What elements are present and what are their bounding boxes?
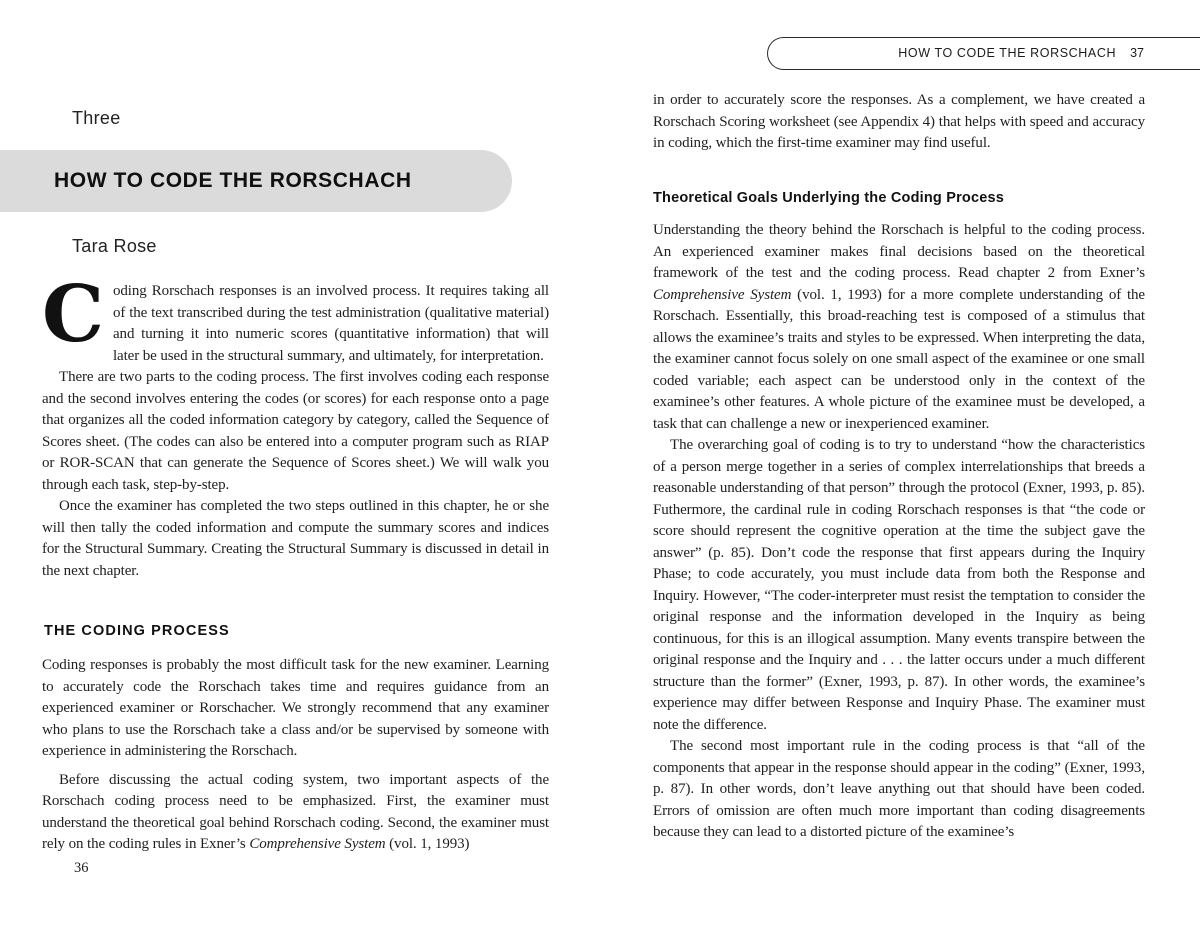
page-number-left: 36 [74, 860, 89, 876]
chapter-number: Three [72, 108, 121, 128]
running-header-title: HOW TO CODE THE RORSCHACH [898, 46, 1117, 60]
section-heading-coding-process: THE CODING PROCESS [44, 623, 230, 639]
chapter-title-banner [0, 150, 512, 212]
paragraph: There are two parts to the coding process. The first involves coding each response and the second involves entering the codes (or scores) for each response onto a page that organizes all the coded information category by category, called the Sequence of Scores sheet. (The codes can also be entered into a computer program such as RIAP or ROR-SCAN that can generate the Sequence of Scores sheet.) We will walk you through each task, step-by-step. [42, 369, 549, 493]
chapter-title: HOW TO CODE THE RORSCHACH [54, 169, 412, 192]
paragraph: Before discussing the actual coding system, two important aspects of the Rorschach coding process need to be emphasized. First, the examiner must understand the theoretical goal behind Rorschach coding. Second, the examiner must rely on the coding rules in Exner’s Comprehensive System (vol. 1, 1993) [42, 771, 549, 852]
paragraph: The second most important rule in the coding process is that “all of the components that appear in the response should appear in the coding” (Exner, 1993, p. 87). In other words, don’t leave anything out that should have been coded. Errors of omission are often much more important than coding disagreements because they can lead to a distorted picture of the examinee’s [653, 738, 1145, 840]
drop-cap: C [42, 269, 104, 360]
paragraph: Coding responses is probably the most difficult task for the new examiner. Learning to accurately code the Rorschach takes time and requires guidance from an experienced examiner or Rorschacher. We strongly recommend that any examiner who plans to use the Rorschach take a class and/or be supervised by someone with experience in administering the Rorschach. [42, 657, 549, 759]
chapter-author: Tara Rose [72, 236, 157, 256]
left-page-intro-text [42, 269, 549, 582]
page-number-right: 37 [1130, 46, 1144, 60]
paragraph: Understanding the theory behind the Rorschach is helpful to the coding process. An experienced examiner makes final decisions based on the theoretical framework of the test and the coding process. Read chapter 2 from Exner’s Comprehensive System (vol. 1, 1993) for a more complete understanding of the Rorschach. Essentially, this broad-reaching test is composed of a stimulus that allows the examinee’s traits and styles to be expressed. When interpreting the data, the examiner cannot focus solely on one small aspect of the examinee or one small coded variable; each aspect can be understood only in the context of the examinee’s other features. A whole picture of the examinee must be developed, a task that can challenge a new or inexperienced examiner. [653, 222, 1145, 432]
paragraph: in order to accurately score the responses. As a complement, we have created a Rorschach Scoring worksheet (see Appendix 4) that helps with speed and accuracy in coding, which the first-time examiner may find useful. [653, 92, 1145, 151]
running-header [767, 37, 1200, 70]
paragraph: Once the examiner has completed the two steps outlined in this chapter, he or she will then tally the coded information and compute the summary scores and indices for the Structural Summary. Creating the Structural Summary is discussed in detail in the next chapter. [42, 498, 549, 579]
right-page-text [653, 90, 1145, 844]
paragraph [42, 269, 549, 367]
left-page-section-text [42, 655, 549, 856]
section-heading-theoretical-goals: Theoretical Goals Underlying the Coding Process [653, 189, 1005, 206]
paragraph-text: oding Rorschach responses is an involved process. It requires taking all of the text transcribed during the test administration (qualitative material) and turning it into numeric scores (quantitative information) that will later be used in the structural summary, and ultimately, for interpretation. [112, 283, 549, 364]
paragraph: The overarching goal of coding is to try to understand “how the characteristics of a person merge together in a series of complex interrelationships that breeds a reasonable understanding of that person” through the protocol (Exner, 1993, p. 85). Futhermore, the cardinal rule in coding Rorschach responses is that “the code or score should represent the cognitive operation at the time the subject gave the answer” (p. 85). Don’t code the response that first appears during the Inquiry Phase; to code accurately, you must include data from both the Response and Inquiry. However, “The coder-interpreter must resist the temptation to consider the original response and the information developed in the Inquiry as being continuous, for this is an illogical assumption. Many events transpire between the original response and the Inquiry and . . . the latter occurs under a much different structure than the former” (Exner, 1993, p. 87). In other words, the examinee’s experience may differ between Response and Inquiry Phase. The examiner must note the difference. [653, 437, 1145, 733]
